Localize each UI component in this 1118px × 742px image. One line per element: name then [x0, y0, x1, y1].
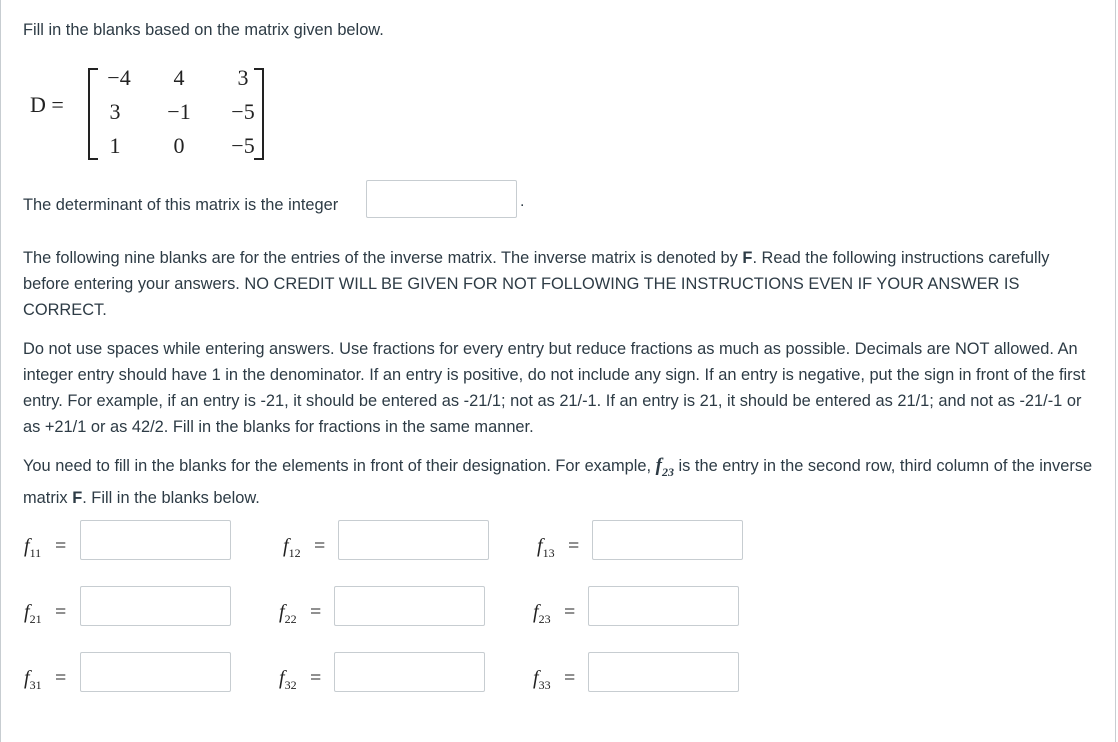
f33-subscript: 33	[538, 678, 551, 692]
determinant-input[interactable]	[366, 180, 517, 218]
f21-input[interactable]	[80, 586, 231, 626]
f12-equals: =	[314, 535, 326, 557]
f33-label	[533, 667, 551, 693]
example-f-subscript: 23	[661, 464, 674, 479]
instructions-paragraph-3	[23, 453, 1093, 511]
matrix-cell-1-2: 4	[173, 65, 185, 90]
matrix-cell-1-1: −4	[107, 65, 131, 90]
f33-letter: f	[533, 667, 539, 689]
f11-subscript: 11	[29, 546, 42, 560]
f32-label	[279, 667, 297, 693]
f32-subscript: 32	[284, 678, 297, 692]
inverse-matrix-symbol: F	[742, 249, 753, 267]
f13-equals: =	[568, 535, 580, 557]
f12-subscript: 12	[288, 546, 301, 560]
f12-letter: f	[283, 535, 289, 557]
f23-input[interactable]	[588, 586, 739, 626]
f22-equals: =	[310, 601, 322, 623]
f21-letter: f	[24, 601, 30, 623]
matrix-cell-3-2: 0	[173, 133, 185, 158]
matrix-label: D =	[30, 92, 64, 117]
para1-text-before: The following nine blanks are for the entries of the inverse matrix. The inverse matrix is denoted by	[23, 249, 743, 267]
f13-subscript: 13	[542, 546, 555, 560]
instructions-paragraph-1	[23, 245, 1073, 323]
determinant-text: The determinant of this matrix is the integer	[23, 196, 339, 214]
f21-label	[24, 601, 42, 627]
f22-letter: f	[279, 601, 285, 623]
para3-text-middle: is the entry in the second row, third column of the inverse matrix	[23, 457, 1093, 507]
matrix-cell-2-1: 3	[109, 99, 121, 124]
f31-label	[24, 667, 42, 693]
f31-letter: f	[24, 667, 30, 689]
matrix-cell-3-3: −5	[231, 133, 255, 158]
f11-letter: f	[24, 535, 30, 557]
f22-input[interactable]	[334, 586, 485, 626]
f12-label	[283, 535, 301, 561]
f33-input[interactable]	[588, 652, 739, 692]
f12-input[interactable]	[338, 520, 489, 560]
f13-input[interactable]	[592, 520, 743, 560]
f13-letter: f	[537, 535, 543, 557]
intro-text: Fill in the blanks based on the matrix given below.	[23, 21, 384, 39]
f22-label	[279, 601, 297, 627]
f23-label	[533, 601, 551, 627]
example-f-letter: f	[655, 455, 662, 476]
matrix-cell-1-3: 3	[237, 65, 249, 90]
f33-equals: =	[564, 667, 576, 689]
f11-equals: =	[55, 535, 67, 557]
matrix-cell-2-3: −5	[231, 99, 255, 124]
matrix-cell-2-2: −1	[167, 99, 191, 124]
inverse-matrix-symbol-2: F	[72, 488, 83, 507]
f23-equals: =	[564, 601, 576, 623]
matrix-cell-3-1: 1	[109, 133, 121, 158]
para3-text-before: You need to fill in the blanks for the elements in front of their designation. For example,	[23, 457, 656, 475]
para1-text-after: . Read the following instructions carefully before entering your answers. NO CREDIT WILL BE GIVEN FOR NOT FOLLOWING THE INSTRUCTIONS EVEN IF YOUR ANSWER IS CORRECT.	[23, 249, 1050, 319]
instructions-paragraph-2: Do not use spaces while entering answers. Use fractions for every entry but reduce fractions as much as possible. Decimals are NOT allowed. An integer entry should have 1 in the denominator. If an entry is positive, do not include any sign. If an entry is negative, put the sign in front of the first entry. For example, if an entry is -21, it should be entered as -21/1; not as 21/-1. If an entry is 21, it should be entered as 21/1; and not as -21/-1 or as +21/1 or as 42/2. Fill in the blanks for fractions in the same manner.	[23, 340, 1086, 436]
f11-input[interactable]	[80, 520, 231, 560]
f31-equals: =	[55, 667, 67, 689]
f23-letter: f	[533, 601, 539, 623]
f32-equals: =	[310, 667, 322, 689]
f21-equals: =	[55, 601, 67, 623]
f32-letter: f	[279, 667, 285, 689]
f13-label	[537, 535, 555, 561]
example-f-symbol	[655, 455, 674, 479]
f21-subscript: 21	[29, 612, 42, 626]
f32-input[interactable]	[334, 652, 485, 692]
f23-subscript: 23	[538, 612, 551, 626]
determinant-period: .	[520, 193, 525, 210]
f11-label	[24, 535, 41, 561]
f31-subscript: 31	[29, 678, 42, 692]
f31-input[interactable]	[80, 652, 231, 692]
para3-text-after: . Fill in the blanks below.	[82, 488, 260, 507]
f22-subscript: 22	[284, 612, 297, 626]
